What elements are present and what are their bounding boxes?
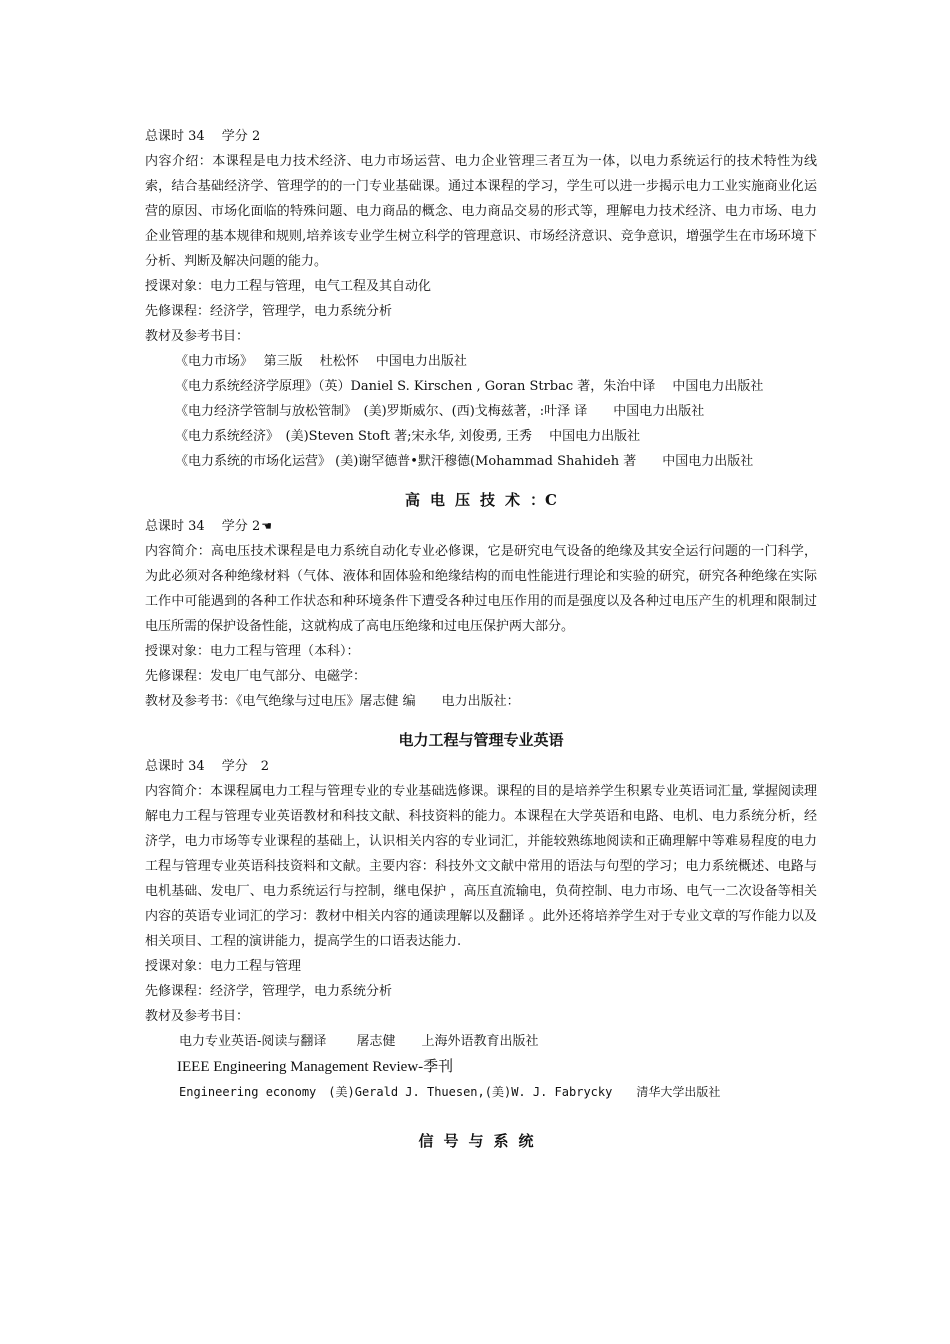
course1-books-label: 教材及参考书目： (145, 329, 250, 344)
course2-intro: 内容简介：高电压技术课程是电力系统自动化专业必修课，它是研究电气设备的绝缘及其安全运行问题的一门科学，为此必须对各种绝缘材料（气体、液体和固体验和绝缘结构的而电性能进行理论和实验的研究，研究各种绝缘在实际工作中可能遇到的各种工作状态和种环境条件下遭受各种过电压作用的而是强度以及各种过电压产生的机理和限制过电压所需的保护设备性能，这就构成了高电压绝缘和过电压保护两大部分。 (145, 544, 817, 634)
course1-prereq: 先修课程：经济学，管理学，电力系统分析 (145, 304, 393, 319)
course3-book-3: Engineering economy (美)Gerald J. Thuesen,(美)W. J. Fabrycky 清华大学出版社 (179, 1085, 721, 1099)
course1-book-4: 《电力系统经济》 (美)Steven Stoft 著;宋永华, 刘俊勇, 王秀 中国电力出版社 (175, 429, 641, 444)
course2-title-suffix: ：C (530, 491, 557, 509)
course1-audience: 授课对象：电力工程与管理，电气工程及其自动化 (145, 279, 432, 294)
course2-hours-credits: 总课时 34 学分 2 (145, 519, 261, 534)
course2-audience: 授课对象：电力工程与管理（本科）： (145, 644, 360, 659)
course1-book-5: 《电力系统的市场化运营》 (美)谢罕德普•默汗穆德(Mohammad Shahideh 著 中国电力出版社 (175, 454, 754, 469)
course3-book-1: 电力专业英语-阅读与翻译 屠志健 上海外语教育出版社 (179, 1034, 539, 1049)
course2-prereq: 先修课程：发电厂电气部分、电磁学： (145, 669, 367, 684)
course4-title: 信号与系统 (418, 1132, 544, 1150)
course2-title: 高电压技术 (405, 491, 531, 509)
course2-heading (145, 486, 817, 514)
course3-books-label: 教材及参考书目： (145, 1009, 250, 1024)
course3-title: 电力工程与管理专业英语 (398, 731, 564, 749)
course3-book-2: IEEE Engineering Management Review-季刊 (177, 1059, 454, 1075)
course3-intro: 内容简介：本课程属电力工程与管理专业的专业基础选修课。课程的目的是培养学生积累专业英语词汇量, 掌握阅读理解电力工程与管理专业英语教材和科技文献、科技资料的能力。本课程在大学英语和电路、电机、电力系统分析，经济学，电力市场等专业课程的基础上，认识相关内容的专业词汇，并能较熟练地阅读和正确理解中等难易程度的电力工程与管理专业英语科技资料和文献。主要内容：科技外文文献中常用的语法与句型的学习；电力系统概述、电路与电机基础、发电厂、电力系统运行与控制，继电保护 ，高压直流输电，负荷控制、电力市场、电气一二次设备等相关内容的英语专业词汇的学习：教材中相关内容的通读理解以及翻译 。此外还将培养学生对于专业文章的写作能力以及相关项目、工程的演讲能力，提高学生的口语表达能力. (145, 784, 817, 949)
document-page (145, 124, 817, 1155)
course1-hours-credits: 总课时 34 学分 2 (145, 129, 261, 144)
course1-book-2: 《电力系统经济学原理》（英）Daniel S. Kirschen , Goran Strbac 著，朱治中译 中国电力出版社 (175, 379, 764, 394)
course2-hours-credits-row (145, 514, 817, 539)
pointing-hand-icon: ☚ (261, 519, 272, 533)
course2-books: 教材及参考书：《电气绝缘与过电压》屠志健 编 电力出版社： (145, 694, 520, 709)
course3-hours-credits: 总课时 34 学分 2 (145, 759, 270, 774)
course3-prereq: 先修课程：经济学，管理学，电力系统分析 (145, 984, 393, 999)
course1-book-3: 《电力经济学管制与放松管制》 (美)罗斯威尔、(西)戈梅兹著，:叶泽 译 中国电力出版社 (175, 404, 705, 419)
course3-audience: 授课对象：电力工程与管理 (145, 959, 302, 974)
course1-book-1: 《电力市场》 第三版 杜松怀 中国电力出版社 (175, 354, 467, 369)
course1-intro: 内容介绍：本课程是电力技术经济、电力市场运营、电力企业管理三者互为一体，以电力系统运行的技术特性为线索，结合基础经济学、管理学的的一门专业基础课。通过本课程的学习，学生可以进一步揭示电力工业实施商业化运营的原因、市场化面临的特殊问题、电力商品的概念、电力商品交易的形式等，理解电力技术经济、电力市场、电力企业管理的基本规律和规则,培养该专业学生树立科学的管理意识、市场经济意识、竞争意识，增强学生在市场环境下分析、判断及解决问题的能力。 (145, 154, 817, 269)
